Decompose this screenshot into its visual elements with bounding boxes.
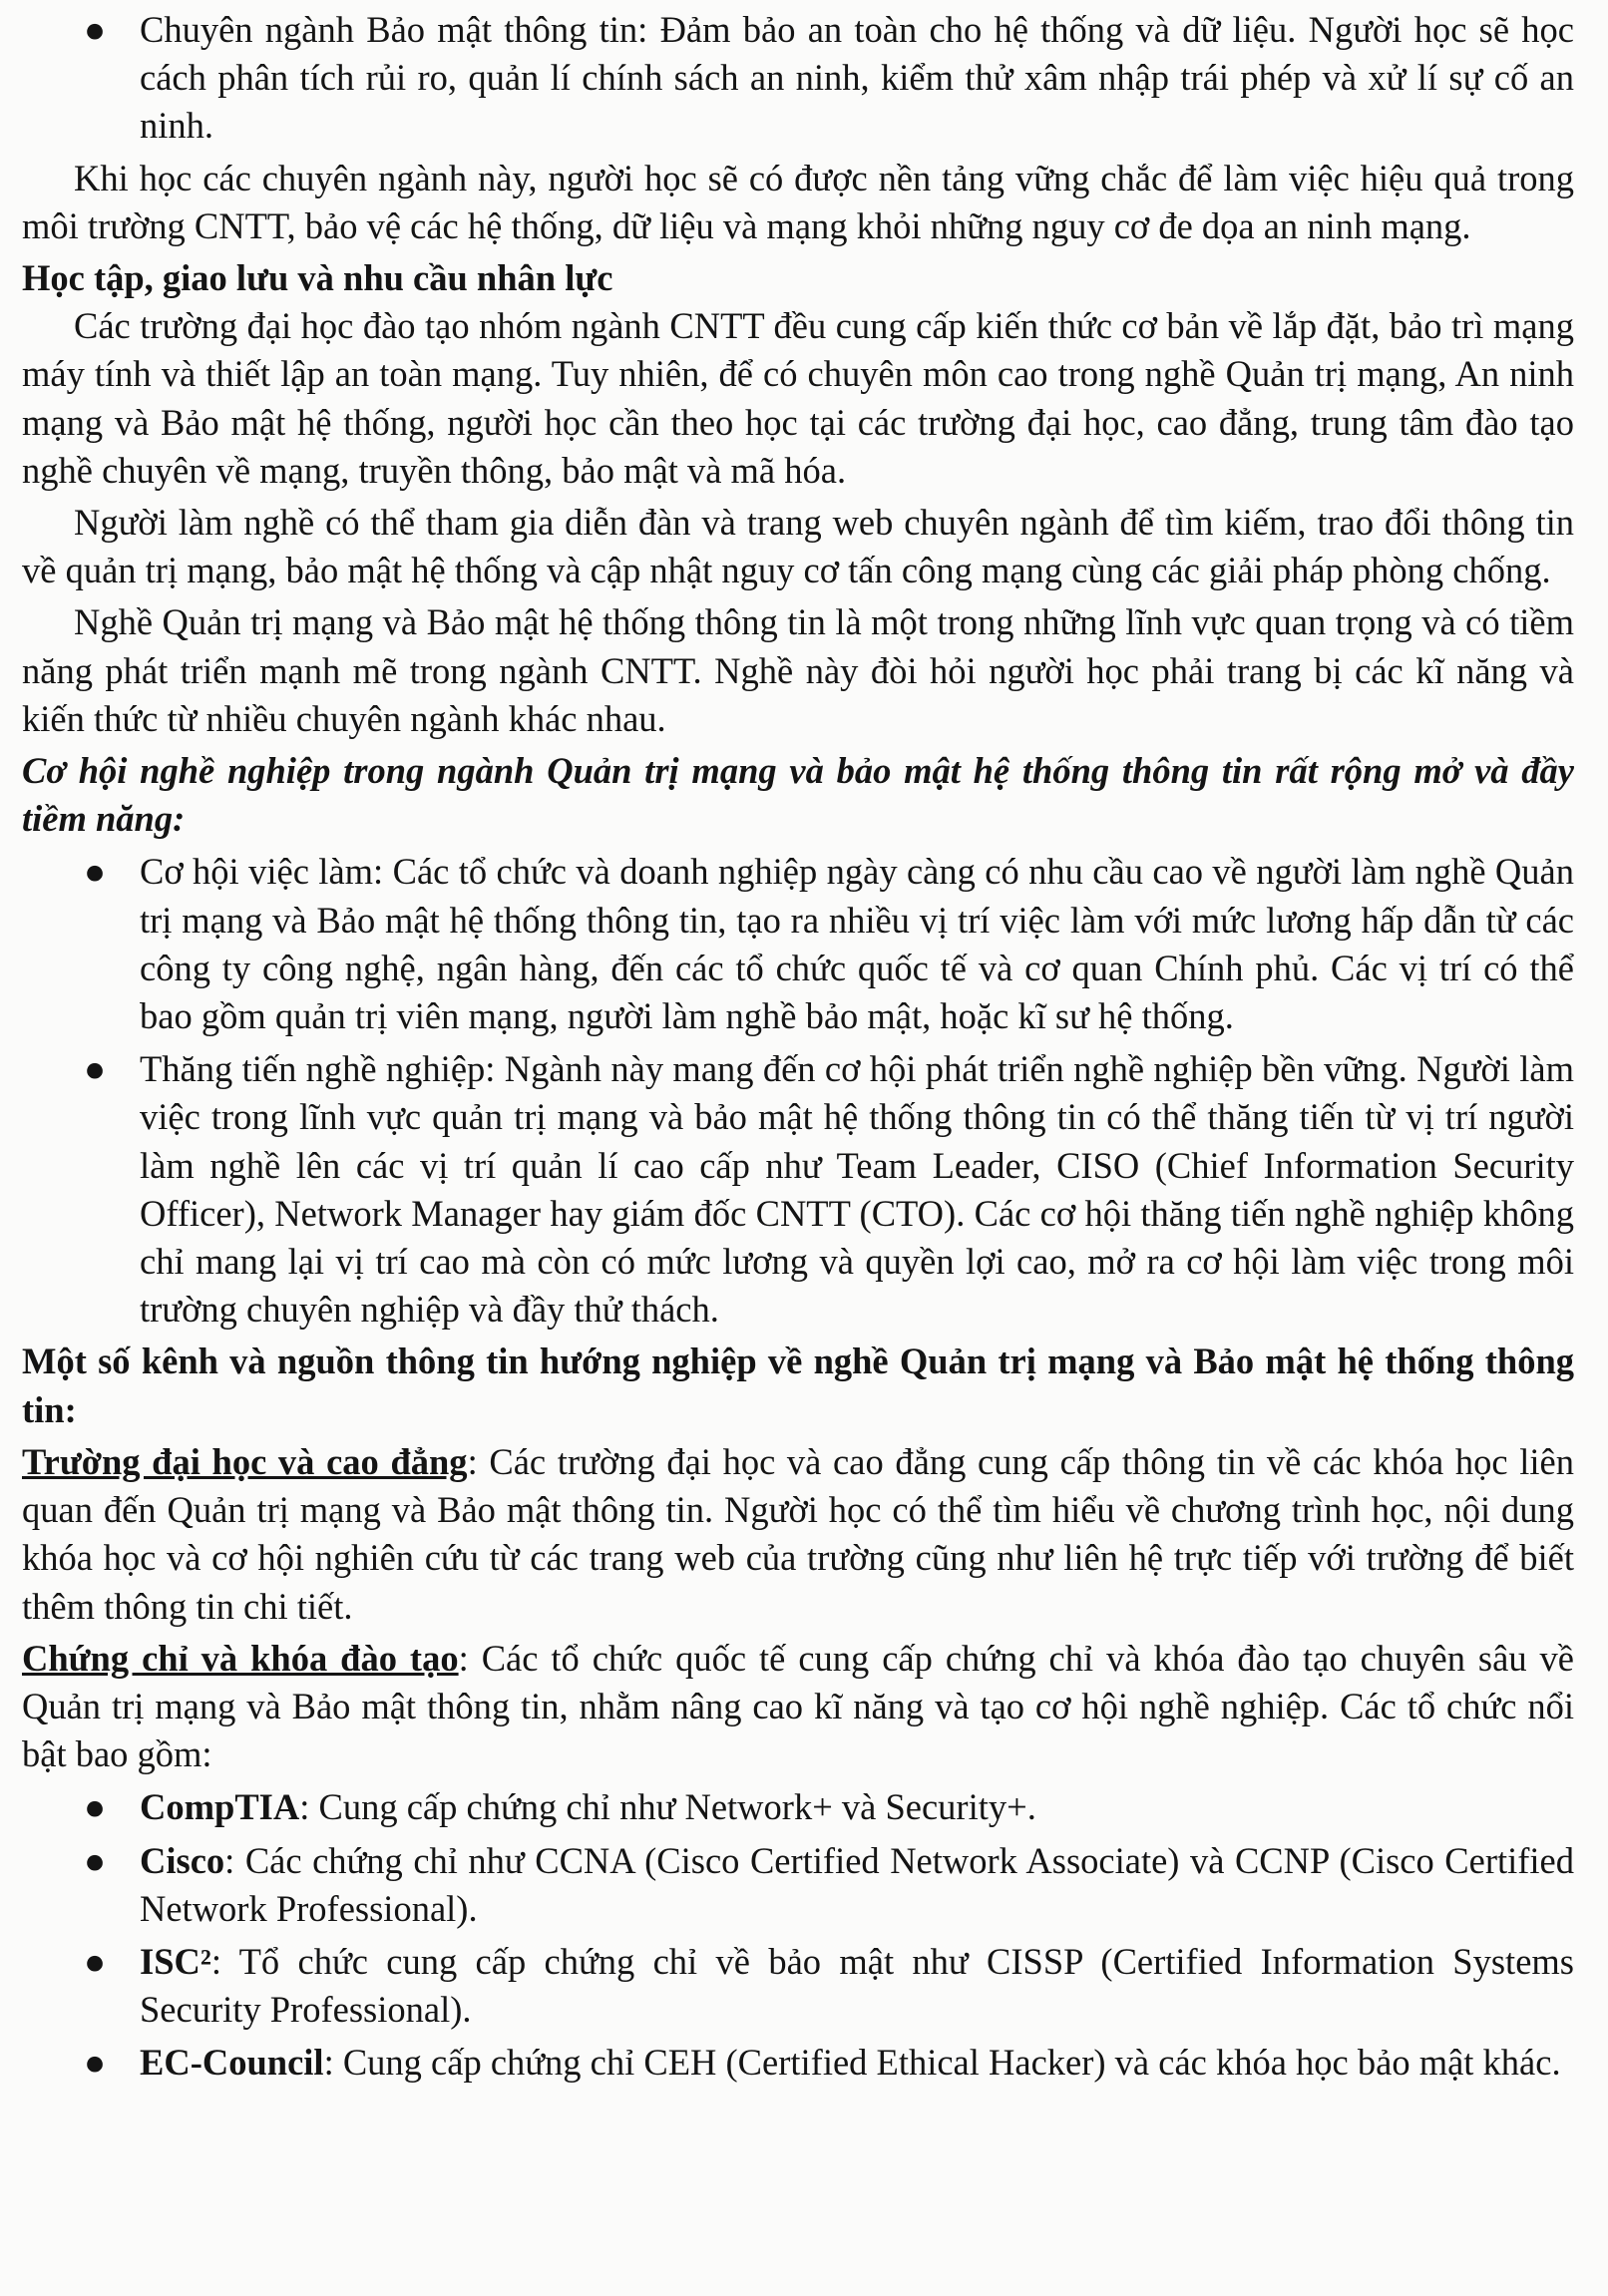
bullet-icon: ● — [84, 1839, 107, 1881]
certificates-text: : Các tổ chức quốc tế cung cấp chứng chỉ và khóa đào tạo chuyên sâu về Quản trị mạng và Bảo mật thông tin, nhằm nâng cao kĩ năng và tạo cơ hội nghề nghiệp. Các tổ chức nổi bật bao gồm: — [22, 1637, 1574, 1775]
university-lead: Trường đại học và cao đẳng — [22, 1440, 468, 1482]
bullet-text: Cơ hội việc làm: Các tổ chức và doanh nghiệp ngày càng có nhu cầu cao về người làm nghề Quản trị mạng và Bảo mật hệ thống thông tin, tạo ra nhiều vị trí việc làm với mức lương hấp dẫn từ các công ty công nghệ, ngân hàng, đến các tổ chức quốc tế và cơ quan Chính phủ. Các vị trí có thể bao gồm quản trị viên mạng, người làm nghề bảo mật, hoặc kĩ sư hệ thống. — [140, 851, 1574, 1037]
org-text: : Cung cấp chứng chỉ như Network+ và Security+. — [299, 1786, 1036, 1828]
list-item — [22, 1938, 1574, 2034]
paragraph: Các trường đại học đào tạo nhóm ngành CNTT đều cung cấp kiến thức cơ bản về lắp đặt, bảo trì mạng máy tính và thiết lập an toàn mạng. Tuy nhiên, để có chuyên môn cao trong nghề Quản trị mạng, An ninh mạng và Bảo mật hệ thống, người học cần theo học tại các trường đại học, cao đẳng, trung tâm đào tạo nghề chuyên về mạng, truyền thông, bảo mật và mã hóa. — [22, 305, 1574, 491]
bullet-icon: ● — [84, 1048, 107, 1090]
list-item — [22, 6, 1574, 151]
org-name: EC-Council — [140, 2042, 324, 2084]
list-item — [22, 1783, 1574, 1831]
org-text: : Tổ chức cung cấp chứng chỉ về bảo mật như CISSP (Certified Information Systems Security Professional). — [140, 1940, 1574, 2031]
paragraph: Nghề Quản trị mạng và Bảo mật hệ thống thông tin là một trong những lĩnh vực quan trọng và có tiềm năng phát triển mạnh mẽ trong ngành CNTT. Nghề này đòi hỏi người học phải trang bị các kĩ năng và kiến thức từ nhiều chuyên ngành khác nhau. — [22, 601, 1574, 739]
bullet-icon: ● — [84, 9, 107, 50]
certificates-lead: Chứng chỉ và khóa đào tạo — [22, 1637, 459, 1679]
list-item — [22, 848, 1574, 1040]
org-name: ISC² — [140, 1940, 211, 1982]
bullet-icon: ● — [84, 2042, 107, 2084]
bullet-icon: ● — [84, 1786, 107, 1828]
intro-paragraph: Khi học các chuyên ngành này, người học sẽ có được nền tảng vững chắc để làm việc hiệu quả trong môi trường CNTT, bảo vệ các hệ thống, dữ liệu và mạng khỏi những nguy cơ đe dọa an ninh mạng. — [22, 157, 1574, 246]
org-name: CompTIA — [140, 1786, 300, 1828]
list-item — [22, 1837, 1574, 1933]
org-text: : Cung cấp chứng chỉ CEH (Certified Ethical Hacker) và các khóa học bảo mật khác. — [323, 2042, 1561, 2084]
org-text: : Các chứng chỉ như CCNA (Cisco Certified Network Associate) và CCNP (Cisco Certified Network Professional). — [140, 1839, 1574, 1929]
bullet-icon: ● — [84, 851, 107, 893]
section-heading-opportunities: Cơ hội nghề nghiệp trong ngành Quản trị mạng và bảo mật hệ thống thông tin rất rộng mở và đầy tiềm năng: — [22, 750, 1574, 840]
list-item — [22, 2039, 1574, 2087]
university-text: : Các trường đại học và cao đẳng cung cấp thông tin về các khóa học liên quan đến Quản trị mạng và Bảo mật thông tin. Người học có thể tìm hiểu về chương trình học, nội dung khóa học và cơ hội nghiên cứu từ các trang web của trường cũng như liên hệ trực tiếp với trường để biết thêm thông tin chi tiết. — [22, 1440, 1574, 1627]
intro-bullet-list — [22, 6, 1574, 151]
organizations-list — [22, 1783, 1574, 2087]
bullet-icon: ● — [84, 1940, 107, 1982]
paragraph: Người làm nghề có thể tham gia diễn đàn và trang web chuyên ngành để tìm kiếm, trao đổi thông tin về quản trị mạng, bảo mật hệ thống và cập nhật nguy cơ tấn công mạng cùng các giải pháp phòng chống. — [22, 502, 1574, 591]
section-heading-learning: Học tập, giao lưu và nhu cầu nhân lực — [22, 257, 613, 299]
opportunity-bullet-list — [22, 848, 1574, 1334]
bullet-text: Chuyên ngành Bảo mật thông tin: Đảm bảo an toàn cho hệ thống và dữ liệu. Người học sẽ học cách phân tích rủi ro, quản lí chính sách an ninh, kiểm thử xâm nhập trái phép và xử lí sự cố an ninh. — [140, 9, 1574, 147]
paragraph-certificates — [22, 1635, 1574, 1779]
paragraph-university — [22, 1438, 1574, 1631]
org-name: Cisco — [140, 1839, 225, 1881]
list-item — [22, 1045, 1574, 1334]
bullet-text: Thăng tiến nghề nghiệp: Ngành này mang đến cơ hội phát triển nghề nghiệp bền vững. Người làm việc trong lĩnh vực quản trị mạng và bảo mật hệ thống thông tin có thể thăng tiến từ vị trí người làm nghề lên các vị trí quản lí cao cấp như Team Leader, CISO (Chief Information Security Officer), Network Manager hay giám đốc CNTT (CTO). Các cơ hội thăng tiến nghề nghiệp không chỉ mang lại vị trí cao mà còn có mức lương và quyền lợi cao, mở ra cơ hội làm việc trong môi trường chuyên nghiệp và đầy thử thách. — [140, 1048, 1574, 1331]
section-heading-channels: Một số kênh và nguồn thông tin hướng nghiệp về nghề Quản trị mạng và Bảo mật hệ thống thông tin: — [22, 1340, 1574, 1430]
